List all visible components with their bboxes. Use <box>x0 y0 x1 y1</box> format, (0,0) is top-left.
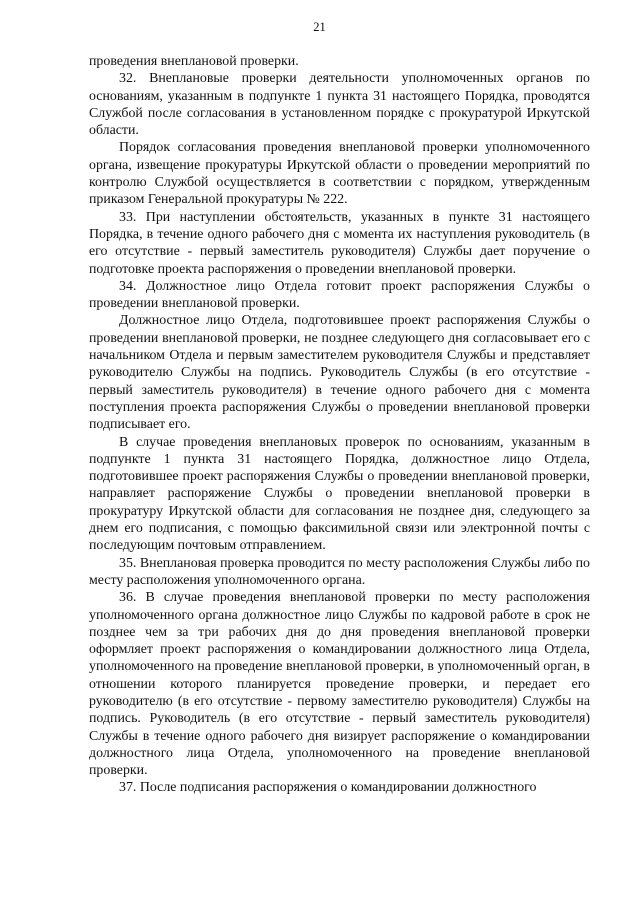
paragraph-36: 36. В случае проведения внеплановой проверки по месту расположения уполномоченного органа должностное лицо Службы по кадровой работе в срок не позднее чем за три рабочих дня до дня проведения внеплановой проверки оформляет проект распоряжения о командировании должностного лица Отдела, уполномоченного на проведение внеплановой проверки, в уполномоченный орган, в отношении которого планируется проведение проверки, и передает его руководителю (в его отсутствие - первому заместителю руководителя) Службы на подпись. Руководитель (в его отсутствие - первый заместитель руководителя) Службы в течение одного рабочего дня визирует распоряжение о командировании должностного лица Отдела, уполномоченного на проведение внеплановой проверки. <box>89 590 590 779</box>
paragraph-34: 34. Должностное лицо Отдела готовит проект распоряжения Службы о проведении внеплановой проверки. <box>89 278 590 312</box>
paragraph-approval-procedure: Порядок согласования проведения внеплановой проверки уполномоченного органа, извещение прокуратуры Иркутской области о проведении мероприятий по контролю Службой осуществляется в соответствии с порядком, утвержденным приказом Генеральной прокуратуры № 222. <box>89 140 590 208</box>
paragraph-33: 33. При наступлении обстоятельств, указанных в пункте 31 настоящего Порядка, в течение одного рабочего дня с момента их наступления руководитель (в его отсутствие - первый заместитель руководителя) Службы дает поручение о подготовке проекта распоряжения о проведении внеплановой проверки. <box>89 209 590 277</box>
paragraph-prosecutor-submission: В случае проведения внеплановых проверок по основаниям, указанным в подпункте 1 пункта 31 настоящего Порядка, должностное лицо Отдела, подготовившее проект распоряжения Службы о проведении внеплановой проверки, направляет распоряжение Службы о проведении внеплановой проверки в прокуратуру Иркутской области для согласования не позднее дня, следующего за днем его подписания, с помощью факсимильной связи или электронной почты с последующим почтовым отправлением. <box>89 434 590 554</box>
paragraph-32: 32. Внеплановые проверки деятельности уполномоченных органов по основаниям, указанным в подпункте 1 пункта 31 настоящего Порядка, проводятся Службой после согласования в установленном порядке с прокуратурой Иркутской области. <box>89 71 590 139</box>
paragraph-37: 37. После подписания распоряжения о командировании должностного <box>119 780 537 796</box>
paragraph-draft-approval: Должностное лицо Отдела, подготовившее проект распоряжения Службы о проведении внеплановой проверки, не позднее следующего дня согласовывает его с начальником Отдела и первым заместителем руководителя Службы и представляет руководителю Службы на подпись. Руководитель Службы (в его отсутствие - первый заместитель руководителя) в течение одного рабочего дня с момента поступления проекта распоряжения Службы о проведении внеплановой проверки подписывает его. <box>89 313 590 433</box>
page-number: 21 <box>313 20 326 34</box>
paragraph-continuation: проведения внеплановой проверки. <box>89 54 299 69</box>
document-body <box>89 53 590 797</box>
paragraph-35: 35. Внеплановая проверка проводится по месту расположения Службы либо по месту расположения уполномоченного органа. <box>89 555 590 588</box>
